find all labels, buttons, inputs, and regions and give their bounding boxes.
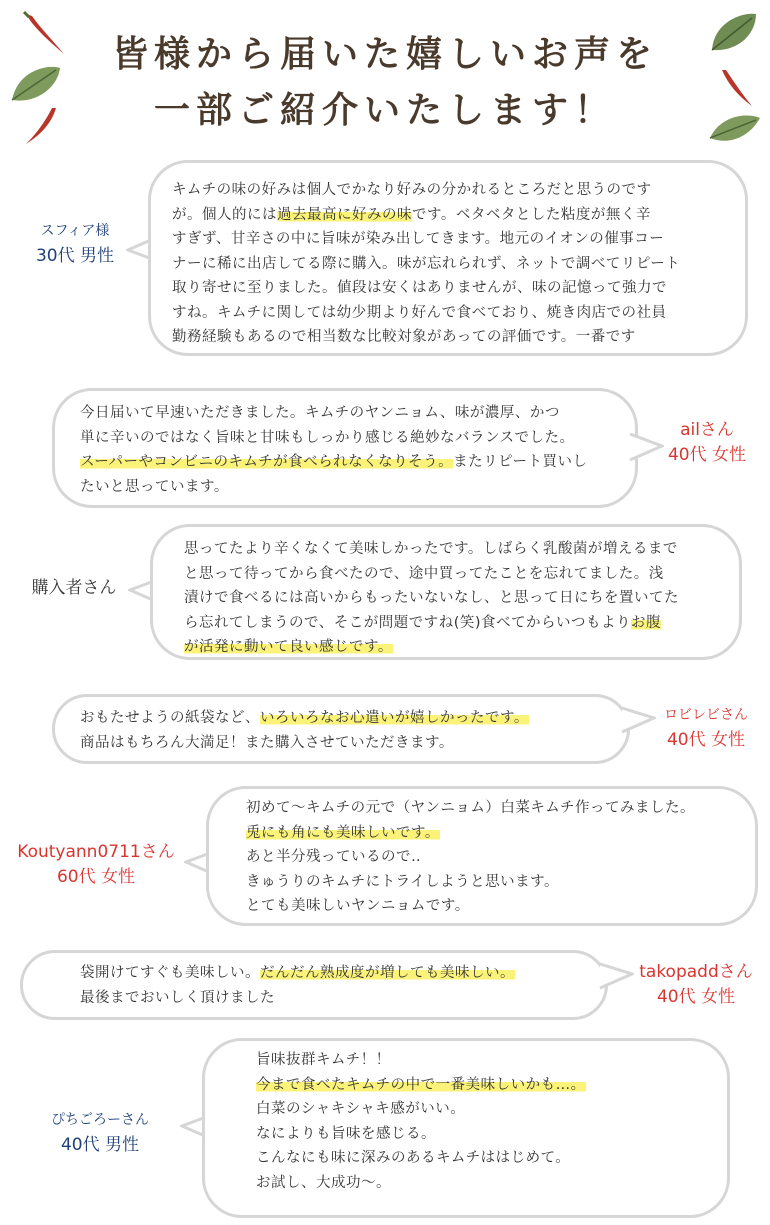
highlight: 過去最高に好みの味 [277,206,412,223]
reviewer-name: ぴちごろーさん 40代 男性 [51,1112,149,1155]
review-text: 思ってたより辛くなくて美味しかったです。しばらく乳酸菌が増えるまで と思って待ってから食べたので、途中買ってたことを忘れてました。浅 漬けで食べるには高いからもったいないなし、と思って日にちを置いてた ら忘れてしまうので、そこが問題ですね(笑)食べてからいつもよりお腹 が活発に動いて良い感じです。 [184,541,679,655]
reviewer-name: takopaddさん 40代 女性 [639,962,753,1007]
highlight: が活発に動いて良い感じです。 [184,639,393,655]
reviewer-name: ailさん 40代 女性 [667,420,747,465]
highlight: 今まで食べたキムチの中で一番美味しいかも…。 [256,1076,586,1093]
review-text: 袋開けてすぐも美味しい。だんだん熟成度が増しても美味しい。 最後までおいしく頂けました [80,965,515,1006]
reviewer-name: ロビレビさん 40代 女性 [664,707,748,750]
reviewer-name: Koutyann0711さん 60代 女性 [17,842,175,887]
reviewer-name: スフィア様 30代 男性 [35,223,115,266]
reviewer-name: 購入者さん [31,578,117,598]
review-text: おもたせようの紙袋など、いろいろなお心遣いが嬉しかったです。 商品はもちろん大満足！また購入させていただきます。 [80,710,529,751]
review-text: 旨味抜群キムチ！！ 今まで食べたキムチの中で一番美味しいかも…。 白菜のシャキシャキ感がいい。 なによりも旨味を感じる。 こんなにも味に深みのあるキムチははじめて。 お試し、大成功〜。 [256,1052,586,1191]
highlight: いろいろなお心遣いが嬉しかったです。 [260,710,529,726]
review-text: キムチの味の好みは個人でかなり好みの分かれるところだと思うのです が。個人的には過去最高に好みの味です。ベタベタとした粘度が無く辛 すぎず、甘辛さの中に旨味が染み出してきます。地元のイオンの催事コー ナーに稀に出店してる際に購入。味が忘れられず、ネットで調べてリピート 取り寄せに至りました。値段は安くはありませんが、味の記憶って強力で すね。キムチに関しては幼少期より好んで食べており、焼き肉店での社員 勤務経験もあるので相当数な比較対象があっての評価です。一番です [172,182,681,345]
page-title-line2: 一部ご紹介いたします！ [153,89,616,131]
highlight: だんだん熟成度が増しても美味しい。 [260,965,515,981]
highlight: お腹 [631,614,662,631]
highlight: スーパーやコンビニのキムチが食べられなくなりそう。 [80,454,454,470]
highlight: 兎にも角にも美味しいです。 [246,824,440,841]
review-text: 今日届いて早速いただきました。キムチのヤンニョム、味が濃厚、かつ 単に辛いのではなく旨味と甘味もしっかり感じる絶妙なバランスでした。 スーパーやコンビニのキムチが食べられなくなりそう。またリピート買いし たいと思っています。 [80,405,588,495]
page-title-line1: 皆様から届いた嬉しいお声を [111,33,658,75]
review-text: 初めて〜キムチの元で（ヤンニョム）白菜キムチ作ってみました。 兎にも角にも美味しいです。 あと半分残っているので‥ きゅうりのキムチにトライしようと思います。 とても美味しいヤンニョムです。 [246,800,695,914]
